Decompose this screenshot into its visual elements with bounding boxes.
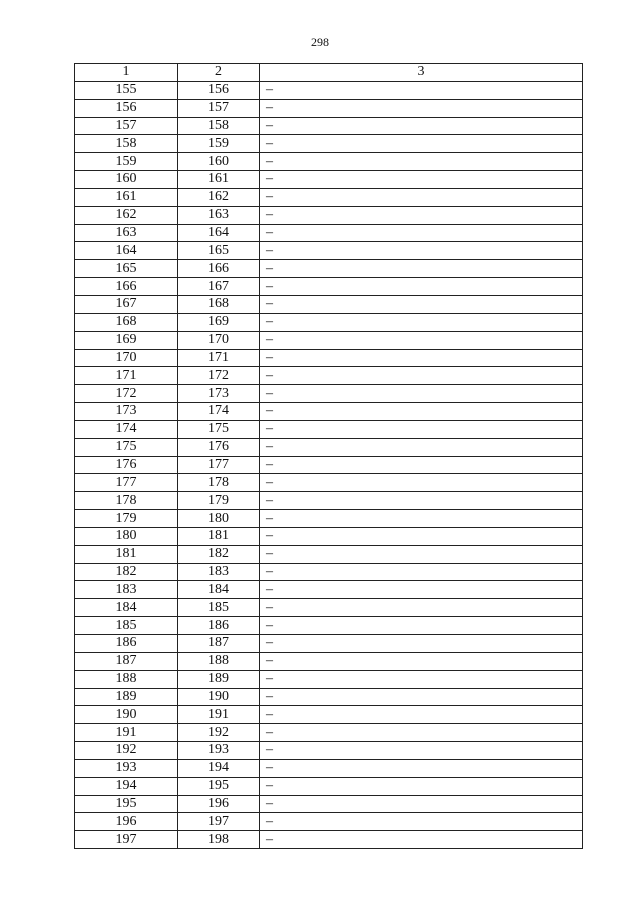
table-row (75, 349, 583, 367)
cell-col-3: – (260, 652, 583, 670)
cell-col-2: 195 (178, 777, 260, 795)
cell-col-1: 190 (75, 706, 178, 724)
table-row (75, 81, 583, 99)
cell-col-3: – (260, 99, 583, 117)
cell-col-2: 188 (178, 652, 260, 670)
cell-col-1: 181 (75, 545, 178, 563)
cell-col-3: – (260, 545, 583, 563)
cell-col-2: 174 (178, 403, 260, 421)
cell-col-2: 191 (178, 706, 260, 724)
cell-col-2: 196 (178, 795, 260, 813)
cell-col-2: 165 (178, 242, 260, 260)
cell-col-1: 172 (75, 385, 178, 403)
cell-col-1: 197 (75, 831, 178, 849)
table-row (75, 688, 583, 706)
table-row (75, 670, 583, 688)
cell-col-3: – (260, 635, 583, 653)
cell-col-3: – (260, 510, 583, 528)
cell-col-1: 159 (75, 153, 178, 171)
cell-col-1: 175 (75, 438, 178, 456)
cell-col-3: – (260, 171, 583, 189)
cell-col-1: 188 (75, 670, 178, 688)
table-row (75, 474, 583, 492)
table-row (75, 224, 583, 242)
cell-col-2: 172 (178, 367, 260, 385)
table-row (75, 492, 583, 510)
table-row (75, 420, 583, 438)
table-row (75, 581, 583, 599)
table-row (75, 331, 583, 349)
cell-col-2: 184 (178, 581, 260, 599)
table-row (75, 242, 583, 260)
cell-col-3: – (260, 403, 583, 421)
table-row (75, 260, 583, 278)
cell-col-2: 178 (178, 474, 260, 492)
cell-col-2: 169 (178, 313, 260, 331)
cell-col-3: – (260, 367, 583, 385)
cell-col-1: 185 (75, 617, 178, 635)
cell-col-1: 165 (75, 260, 178, 278)
table-row (75, 188, 583, 206)
cell-col-3: – (260, 224, 583, 242)
cell-col-2: 173 (178, 385, 260, 403)
table-row (75, 206, 583, 224)
cell-col-2: 193 (178, 742, 260, 760)
cell-col-2: 170 (178, 331, 260, 349)
data-table (74, 63, 583, 849)
cell-col-3: – (260, 688, 583, 706)
cell-col-2: 159 (178, 135, 260, 153)
cell-col-2: 192 (178, 724, 260, 742)
cell-col-2: 157 (178, 99, 260, 117)
cell-col-1: 179 (75, 510, 178, 528)
cell-col-2: 189 (178, 670, 260, 688)
cell-col-2: 156 (178, 81, 260, 99)
cell-col-2: 187 (178, 635, 260, 653)
cell-col-3: – (260, 278, 583, 296)
cell-col-3: – (260, 724, 583, 742)
cell-col-1: 155 (75, 81, 178, 99)
cell-col-1: 157 (75, 117, 178, 135)
cell-col-3: – (260, 563, 583, 581)
cell-col-1: 187 (75, 652, 178, 670)
cell-col-3: – (260, 795, 583, 813)
cell-col-1: 163 (75, 224, 178, 242)
cell-col-3: – (260, 349, 583, 367)
table-row (75, 438, 583, 456)
table-row (75, 706, 583, 724)
cell-col-2: 182 (178, 545, 260, 563)
cell-col-1: 180 (75, 527, 178, 545)
cell-col-2: 181 (178, 527, 260, 545)
cell-col-1: 191 (75, 724, 178, 742)
cell-col-2: 194 (178, 759, 260, 777)
cell-col-1: 184 (75, 599, 178, 617)
cell-col-1: 189 (75, 688, 178, 706)
table-row (75, 99, 583, 117)
cell-col-3: – (260, 188, 583, 206)
cell-col-1: 168 (75, 313, 178, 331)
cell-col-2: 186 (178, 617, 260, 635)
cell-col-2: 166 (178, 260, 260, 278)
cell-col-3: – (260, 617, 583, 635)
cell-col-2: 167 (178, 278, 260, 296)
table-row (75, 278, 583, 296)
table-row (75, 403, 583, 421)
cell-col-3: – (260, 420, 583, 438)
table-row (75, 456, 583, 474)
cell-col-1: 167 (75, 295, 178, 313)
cell-col-3: – (260, 206, 583, 224)
cell-col-3: – (260, 599, 583, 617)
cell-col-2: 161 (178, 171, 260, 189)
table-row (75, 759, 583, 777)
table-row (75, 527, 583, 545)
cell-col-1: 192 (75, 742, 178, 760)
header-row (75, 64, 583, 82)
cell-col-3: – (260, 759, 583, 777)
cell-col-3: – (260, 438, 583, 456)
table-row (75, 385, 583, 403)
cell-col-3: – (260, 831, 583, 849)
cell-col-2: 198 (178, 831, 260, 849)
column-header-1: 1 (75, 64, 178, 82)
table-row (75, 813, 583, 831)
table-row (75, 510, 583, 528)
page-number: 298 (311, 35, 329, 49)
cell-col-3: – (260, 117, 583, 135)
cell-col-2: 190 (178, 688, 260, 706)
cell-col-1: 196 (75, 813, 178, 831)
cell-col-3: – (260, 295, 583, 313)
cell-col-3: – (260, 313, 583, 331)
cell-col-1: 177 (75, 474, 178, 492)
cell-col-3: – (260, 777, 583, 795)
cell-col-2: 180 (178, 510, 260, 528)
cell-col-2: 163 (178, 206, 260, 224)
cell-col-3: – (260, 135, 583, 153)
table-row (75, 117, 583, 135)
cell-col-1: 170 (75, 349, 178, 367)
cell-col-1: 183 (75, 581, 178, 599)
column-header-3: 3 (260, 64, 583, 82)
cell-col-2: 176 (178, 438, 260, 456)
cell-col-2: 171 (178, 349, 260, 367)
column-header-2: 2 (178, 64, 260, 82)
cell-col-2: 175 (178, 420, 260, 438)
cell-col-1: 178 (75, 492, 178, 510)
cell-col-2: 185 (178, 599, 260, 617)
table-body (75, 81, 583, 848)
cell-col-3: – (260, 670, 583, 688)
cell-col-3: – (260, 813, 583, 831)
cell-col-3: – (260, 581, 583, 599)
table-row (75, 831, 583, 849)
cell-col-1: 169 (75, 331, 178, 349)
cell-col-1: 194 (75, 777, 178, 795)
cell-col-2: 168 (178, 295, 260, 313)
table-row (75, 563, 583, 581)
cell-col-2: 158 (178, 117, 260, 135)
table-row (75, 599, 583, 617)
cell-col-3: – (260, 742, 583, 760)
cell-col-1: 186 (75, 635, 178, 653)
cell-col-3: – (260, 242, 583, 260)
cell-col-2: 197 (178, 813, 260, 831)
cell-col-3: – (260, 331, 583, 349)
cell-col-1: 171 (75, 367, 178, 385)
cell-col-3: – (260, 260, 583, 278)
cell-col-3: – (260, 153, 583, 171)
cell-col-1: 174 (75, 420, 178, 438)
cell-col-1: 182 (75, 563, 178, 581)
table-row (75, 367, 583, 385)
cell-col-1: 173 (75, 403, 178, 421)
table-row (75, 135, 583, 153)
table-row (75, 313, 583, 331)
cell-col-3: – (260, 527, 583, 545)
cell-col-1: 193 (75, 759, 178, 777)
table-row (75, 617, 583, 635)
cell-col-2: 179 (178, 492, 260, 510)
cell-col-3: – (260, 474, 583, 492)
table-row (75, 635, 583, 653)
table-row (75, 724, 583, 742)
cell-col-2: 177 (178, 456, 260, 474)
table-row (75, 171, 583, 189)
cell-col-1: 164 (75, 242, 178, 260)
cell-col-2: 162 (178, 188, 260, 206)
cell-col-2: 183 (178, 563, 260, 581)
cell-col-2: 164 (178, 224, 260, 242)
cell-col-3: – (260, 492, 583, 510)
cell-col-3: – (260, 81, 583, 99)
cell-col-3: – (260, 385, 583, 403)
table-row (75, 295, 583, 313)
cell-col-2: 160 (178, 153, 260, 171)
table-row (75, 777, 583, 795)
cell-col-1: 158 (75, 135, 178, 153)
cell-col-3: – (260, 456, 583, 474)
cell-col-1: 160 (75, 171, 178, 189)
cell-col-1: 156 (75, 99, 178, 117)
cell-col-3: – (260, 706, 583, 724)
table-row (75, 795, 583, 813)
cell-col-1: 176 (75, 456, 178, 474)
table-row (75, 742, 583, 760)
table-row (75, 153, 583, 171)
table-row (75, 652, 583, 670)
cell-col-1: 166 (75, 278, 178, 296)
table-row (75, 545, 583, 563)
cell-col-1: 162 (75, 206, 178, 224)
cell-col-1: 195 (75, 795, 178, 813)
cell-col-1: 161 (75, 188, 178, 206)
